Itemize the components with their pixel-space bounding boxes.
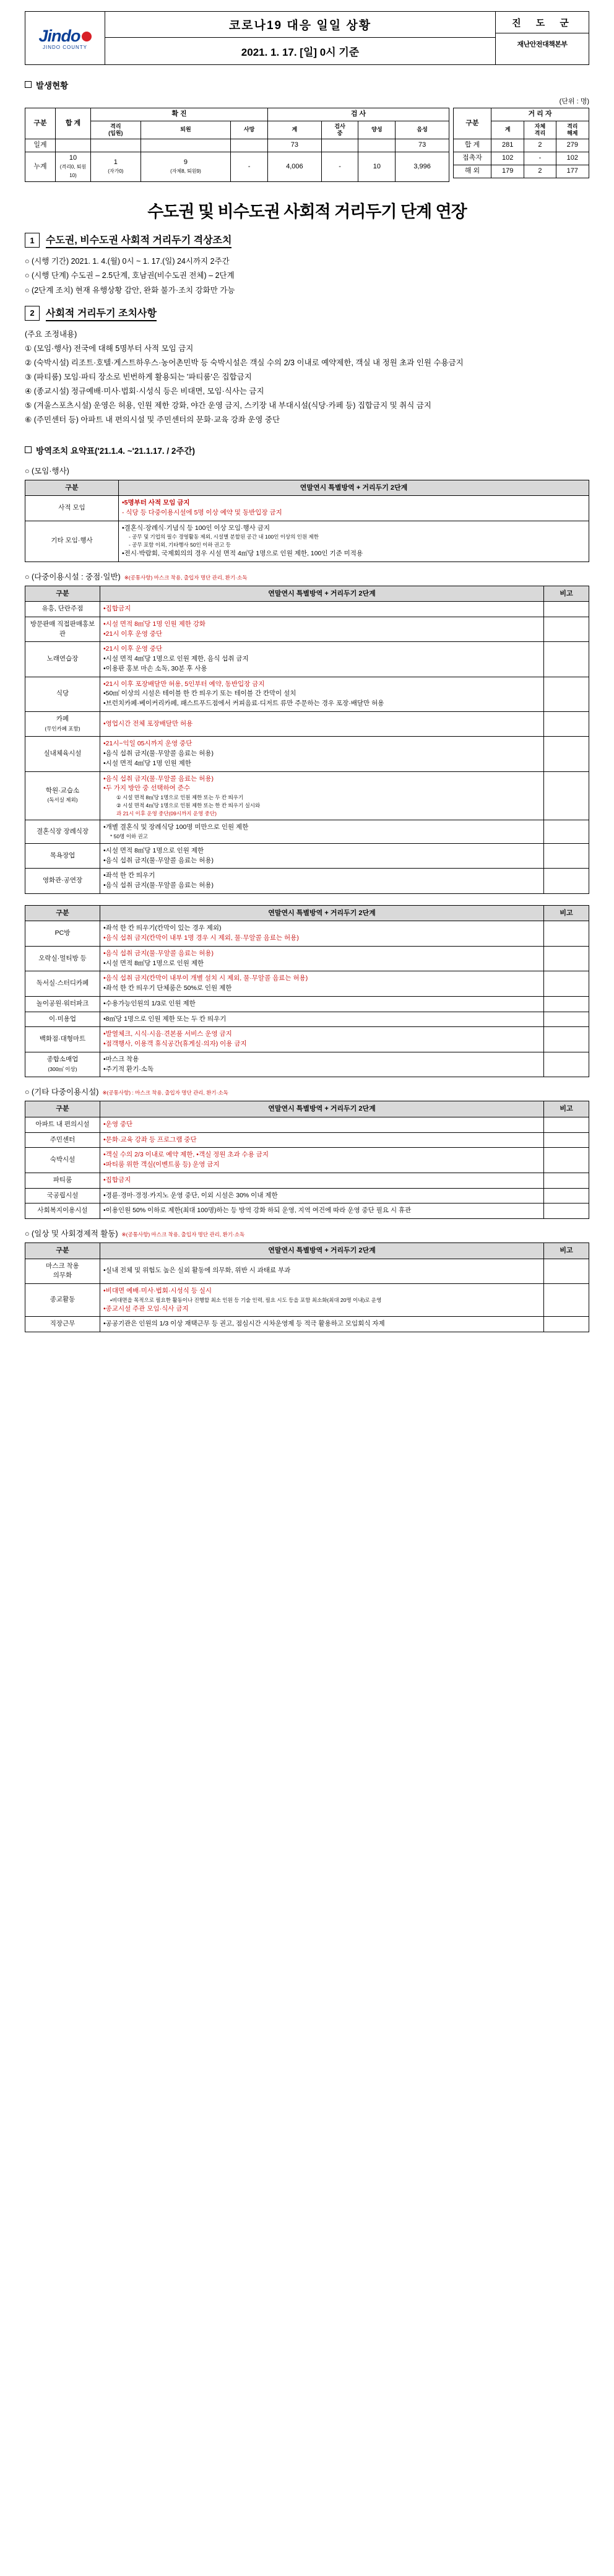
- th-total: 합 계: [56, 108, 91, 139]
- table-row: [25, 711, 589, 737]
- row-note: [544, 1317, 589, 1332]
- row-content: •비대면 예배·미사·법회·시성식 등 실시 •비대면을 목적으로 필요한 활동이나 진행할 최소 인원 등 기술 인력, 필요 시도 등을 포함 최소화(최대 20명 이내)로 운영 •종교시설 주관 모임·식사 금지: [100, 1284, 544, 1317]
- row-test-total: 73: [267, 139, 321, 152]
- row-testing: [321, 139, 358, 152]
- row-a: 281: [491, 139, 524, 152]
- section-2-heading: [25, 305, 589, 321]
- row-total: [56, 139, 91, 152]
- row-c: 279: [556, 139, 589, 152]
- th-gubun: 구분: [25, 1243, 100, 1259]
- row-content: •5명부터 사적 모임 금지 - 식당 등 다중이용시설에 5명 이상 예약 및 동반입장 금지: [119, 496, 589, 521]
- status-heading-label: 발생현황: [36, 81, 69, 90]
- row-content: •시설 면적 8㎡당 1명 인원 제한 강화 •21시 이후 운영 중단: [100, 617, 544, 642]
- list-item: ④ (종교시설) 정규예배·미사·법회·시성식 등은 비대면, 모임·식사는 금지: [25, 387, 264, 396]
- row-discharge: [141, 139, 231, 152]
- table-row: [25, 996, 589, 1012]
- row-content: •8㎡당 1명으로 인원 제한 또는 두 칸 띄우기: [100, 1012, 544, 1027]
- row-positive: 10: [358, 152, 396, 182]
- row-label: 접촉자: [454, 152, 491, 165]
- table-row: [25, 1173, 589, 1188]
- row-b: -: [524, 152, 556, 165]
- row-content: •음식 섭취 금지(칸막이 내부이 개별 설치 시 제외, 물·무알콜 음료는 허용) •좌석 한 칸 띄우기 단체룸은 50%로 인원 제한: [100, 971, 544, 997]
- table-row: [25, 1317, 589, 1332]
- th-test-total: 계: [267, 121, 321, 139]
- th-r-self-iso: 자체 격리: [524, 121, 556, 139]
- row-content: •21시~익일 05시까지 운영 중단 •음식 섭취 금지(물·무알콜 음료는 허용) •시설 면적 4㎡당 1명 인원 제한: [100, 737, 544, 771]
- th-r-total: 계: [491, 121, 524, 139]
- row-label: 실내체육시설: [25, 737, 100, 771]
- table-row: [25, 1148, 589, 1173]
- row-death: [231, 139, 268, 152]
- row-note: [544, 602, 589, 617]
- th-content: 연말연시 특별방역 + 거리두기 2단계: [119, 480, 589, 496]
- table-row: [25, 1259, 589, 1284]
- row-testing: -: [321, 152, 358, 182]
- row-note: [544, 1188, 589, 1203]
- row-note: [544, 921, 589, 947]
- row-label: 합 계: [454, 139, 491, 152]
- table-row: [25, 921, 589, 947]
- th-gubun: 구분: [25, 480, 119, 496]
- list-item: ⑤ (겨울스포츠시설) 운영은 허용, 인원 제한 강화, 야간 운영 금지, 스키장 내 부대시설(식당·카페 등) 집합금지 및 취식 금지: [25, 401, 431, 410]
- row-note: [544, 843, 589, 869]
- row-content: •음식 섭취 금지(물·무알콜 음료는 허용) •두 가지 방안 중 선택하여 준수 ① 시설 면적 8㎡당 1명으로 인원 제한 또는 두 칸 띄우기 ② 시설 면적 4㎡당 1명으로 인원 제한 또는 한 칸 띄우기 실시와 과 21시 이후 운영 중단(09시까지 운영 중단): [100, 771, 544, 820]
- row-label: 독서실·스터디카페: [25, 971, 100, 997]
- row-label: 유흥, 단란주점: [25, 602, 100, 617]
- row-a: 102: [491, 152, 524, 165]
- th-r-released: 격리 해제: [556, 121, 589, 139]
- row-a: 179: [491, 165, 524, 178]
- table-row: [25, 617, 589, 642]
- logo-subtext: JINDO COUNTY: [43, 44, 87, 50]
- row-label: 기타 모임·행사: [25, 521, 119, 562]
- row-content: •마스크 착용 •주기적 환기·소독: [100, 1052, 544, 1077]
- section-1-heading: [25, 232, 589, 248]
- row-note: [544, 617, 589, 642]
- status-tables: [25, 108, 589, 182]
- row-label: 아파트 내 편의시설: [25, 1117, 100, 1132]
- row-content: •21시 이후 포장배달만 허용, 5인부터 예약, 동반입장 금지 •50㎡ 이상의 시설은 테이블 한 칸 띄우기 또는 테이블 간 칸막이 설치 •브런치카페·베이커리카페, 패스트푸드점에서 커피음료·디저트 류만 주문하는 경우 포장·배달만 허용: [100, 677, 544, 711]
- row-content: •객실 수의 2/3 이내로 예약 제한, •객실 정원 초과 수용 금지 •파티룸 위한 객실(이벤트룸 등) 운영 금지: [100, 1148, 544, 1173]
- th-confirm: 확 진: [91, 108, 268, 121]
- row-label: 종합소매업 (300㎡ 이상): [25, 1052, 100, 1077]
- row-content: •수용가능인원의 1/3로 인원 제한: [100, 996, 544, 1012]
- row-content: •시설 면적 8㎡당 1명으로 인원 제한 •음식 섭취 금지(물·무알콜 음료는 허용): [100, 843, 544, 869]
- table-row: [25, 1052, 589, 1077]
- th-gubun: 구분: [25, 108, 56, 139]
- row-content: •결혼식·장례식·기념식 등 100인 이상 모임·행사 금지 - 공무 및 기업의 필수 경영활동 제외, 시설별 분할된 공간 내 100인 이상의 인원 제한 - 공무 포함 이외, 기타행사 50인 이하 권고 등 •전시·박람회, 국제회의의 경우 시설 면적 4㎡당 1명으로 인원 제한, 100인 기준 미적용: [119, 521, 589, 562]
- office-name: 진 도 군: [496, 12, 589, 33]
- status-table-left: [25, 108, 449, 182]
- table-row: [25, 152, 449, 182]
- row-note: [544, 820, 589, 844]
- table-row: [25, 1188, 589, 1203]
- row-label: 목욕장업: [25, 843, 100, 869]
- row-negative: 3,996: [396, 152, 449, 182]
- row-label: 국공립시설: [25, 1188, 100, 1203]
- row-label: 직장근무: [25, 1317, 100, 1332]
- section-number: 2: [25, 306, 40, 321]
- row-label: 누계: [25, 152, 56, 182]
- table-row: [25, 1012, 589, 1027]
- row-note: [544, 1148, 589, 1173]
- table-row: [25, 1117, 589, 1132]
- row-note: [544, 971, 589, 997]
- table-row: [25, 771, 589, 820]
- row-b: 2: [524, 139, 556, 152]
- row-label: 노래연습장: [25, 642, 100, 677]
- group2-table: [25, 586, 589, 894]
- table-row: [25, 843, 589, 869]
- document-header: [25, 11, 589, 65]
- row-label: 방문판매 직접판매홍보관: [25, 617, 100, 642]
- section-2-list: [25, 327, 589, 342]
- row-content: •음식 섭취 금지(물·무알콜 음료는 허용) •시설 면적 8㎡당 1명으로 인원 제한: [100, 946, 544, 971]
- th-note: 비고: [544, 1101, 589, 1117]
- row-note: [544, 1203, 589, 1219]
- row-note: [544, 1173, 589, 1188]
- row-note: [544, 1052, 589, 1077]
- list-item: ○ (시행 기간) 2021. 1. 4.(월) 0시 ~ 1. 17.(일) 24시까지 2주간: [25, 257, 230, 266]
- th-negative: 음성: [396, 121, 449, 139]
- th-gubun: 구분: [25, 905, 100, 921]
- page-title: 수도권 및 비수도권 사회적 거리두기 단계 연장: [147, 202, 467, 222]
- th-content: 연말연시 특별방역 + 거리두기 2단계: [100, 905, 544, 921]
- section-number: 1: [25, 233, 40, 248]
- row-label: 영화관·공연장: [25, 869, 100, 894]
- row-note: [544, 1284, 589, 1317]
- th-note: 비고: [544, 1243, 589, 1259]
- table-row: [25, 642, 589, 677]
- row-content: •21시 이후 운영 중단 •시설 면적 4㎡당 1명으로 인원 제한, 음식 섭취 금지 •이용판 홍보 마손 소독, 30분 후 사용: [100, 642, 544, 677]
- table-row: [25, 602, 589, 617]
- row-note: [544, 737, 589, 771]
- group2-note: ※(공통사항) 마스크 착용, 출입자 명단 관리, 환기·소독: [124, 574, 248, 581]
- list-item: ○ (시행 단계) 수도권 – 2.5단계, 호남권(비수도권 전체) – 2단계: [25, 271, 235, 280]
- th-death: 사망: [231, 121, 268, 139]
- th-content: 연말연시 특별방역 + 거리두기 2단계: [100, 1101, 544, 1117]
- th-gubun: 구분: [25, 1101, 100, 1117]
- group4-table: [25, 1101, 589, 1219]
- status-table-right: [453, 108, 589, 178]
- row-content: •좌석 한 칸 띄우기 •음식 섭취 금지(물·무알콜 음료는 허용): [100, 869, 544, 894]
- row-content: •공공기관은 인원의 1/3 이상 재택근무 등 권고, 점심시간 시차운영제 등 적극 활용하고 모임회식 자제: [100, 1317, 544, 1332]
- row-content: •운영 중단: [100, 1117, 544, 1132]
- row-content: •좌석 한 칸 띄우기(칸막이 있는 경우 제외) •음식 섭취 금지(칸막이 내부 1명 경우 시 제외, 물·무알콜 음료는 허용): [100, 921, 544, 947]
- row-note: [544, 1027, 589, 1052]
- row-content: •영업시간 전체 포장배달만 허용: [100, 711, 544, 737]
- logo-dot-icon: [82, 32, 92, 41]
- row-note: [544, 1117, 589, 1132]
- row-content: •개별 결혼식 및 장례식당 100명 미만으로 인원 제한 * 50명 이하 권고: [100, 820, 544, 844]
- row-iso: 1 (자가0): [91, 152, 141, 182]
- row-note: [544, 869, 589, 894]
- group1-table: [25, 480, 589, 562]
- list-lead: (주요 조정내용): [25, 329, 77, 339]
- row-label: 파티룸: [25, 1173, 100, 1188]
- row-label: 사적 모임: [25, 496, 119, 521]
- row-label: 일계: [25, 139, 56, 152]
- group2-label: ○ (다중이용시설 : 중점·일반) ※(공통사항) 마스크 착용, 출입자 명단 관리, 환기·소독: [25, 572, 248, 581]
- table-row: [25, 1027, 589, 1052]
- row-note: [544, 1132, 589, 1148]
- status-heading: [25, 79, 589, 91]
- section-title: 사회적 거리두기 조치사항: [46, 305, 157, 321]
- row-content: •집합금지: [100, 602, 544, 617]
- row-note: [544, 1012, 589, 1027]
- th-note: 비고: [544, 586, 589, 602]
- row-note: [544, 1259, 589, 1284]
- row-c: 177: [556, 165, 589, 178]
- list-item: ○ (2단계 조치) 현재 유행상황 감안, 완화 불가·조치 강화만 가능: [25, 285, 235, 295]
- th-gubun: 구분: [25, 586, 100, 602]
- group5-label: ○ (일상 및 사회경제적 활동) ※(공통사항) 마스크 착용, 출입자 명단 관리, 환기·소독: [25, 1229, 245, 1238]
- square-bullet-icon: [25, 81, 32, 88]
- list-item: ③ (파티룸) 모임·파티 장소로 빈번하게 활용되는 '파티룸'은 집합금지: [25, 373, 252, 381]
- row-label: 해 외: [454, 165, 491, 178]
- row-positive: [358, 139, 396, 152]
- row-content: •집합금지: [100, 1173, 544, 1188]
- row-negative: 73: [396, 139, 449, 152]
- list-item: ① (모임·행사) 전국에 대해 5명부터 사적 모임 금지: [25, 344, 194, 353]
- table-row: [25, 496, 589, 521]
- section-1-list: [25, 254, 589, 297]
- row-label: PC방: [25, 921, 100, 947]
- th-content: 연말연시 특별방역 + 거리두기 2단계: [100, 1243, 544, 1259]
- row-label: 종교활동: [25, 1284, 100, 1317]
- th-positive: 양성: [358, 121, 396, 139]
- row-label: 결혼식장 장례식장: [25, 820, 100, 844]
- th-distancing: 거 리 자: [491, 108, 589, 121]
- table-row: [25, 1203, 589, 1219]
- table-row: [25, 869, 589, 894]
- row-label: 식당: [25, 677, 100, 711]
- row-death: -: [231, 152, 268, 182]
- office-subname: 재난안전대책본부: [517, 41, 568, 48]
- row-note: [544, 711, 589, 737]
- row-c: 102: [556, 152, 589, 165]
- th-note: 비고: [544, 905, 589, 921]
- group4-note: ※(공통사항) : 마스크 착용, 출입자 명단 관리, 환기·소독: [102, 1090, 228, 1096]
- section-2-items: [25, 342, 589, 428]
- row-label: 사회복지이용시설: [25, 1203, 100, 1219]
- list-item: ⑥ (주민센터 등) 아파트 내 편의시설 및 주민센터의 문화·교육 강좌 운영 중단: [25, 415, 280, 425]
- row-discharge: 9 (자체8, 퇴원9): [141, 152, 231, 182]
- group5-table: [25, 1242, 589, 1332]
- row-note: [544, 996, 589, 1012]
- row-test-total: 4,006: [267, 152, 321, 182]
- table-row: [25, 1132, 589, 1148]
- table-row: [454, 152, 589, 165]
- table-row: [25, 971, 589, 997]
- group1-label: ○ (모임·행사): [25, 466, 69, 475]
- row-label: 놀이공원·워터파크: [25, 996, 100, 1012]
- th-discharge: 퇴원: [141, 121, 231, 139]
- group3-table: [25, 905, 589, 1078]
- row-label: 오락실·멀티방 등: [25, 946, 100, 971]
- row-label: 백화점·대형마트: [25, 1027, 100, 1052]
- row-label: 주민센터: [25, 1132, 100, 1148]
- row-label: 숙박시설: [25, 1148, 100, 1173]
- row-label: 카페 (무인카페 포함): [25, 711, 100, 737]
- table-row: [25, 677, 589, 711]
- table-row: [25, 139, 449, 152]
- table-row: [25, 1284, 589, 1317]
- th-testing: 검사 중: [321, 121, 358, 139]
- section-title: 수도권, 비수도권 사회적 거리두기 격상조치: [46, 232, 231, 248]
- row-content: •경륜·경마·경정·카지노 운영 중단, 이외 시설은 30% 이내 제한: [100, 1188, 544, 1203]
- group4-label: ○ (기타 다중이용시설) ※(공통사항) : 마스크 착용, 출입자 명단 관리, 환기·소독: [25, 1088, 228, 1097]
- row-note: [544, 946, 589, 971]
- row-b: 2: [524, 165, 556, 178]
- th-test: 검 사: [267, 108, 449, 121]
- group5-note: ※(공통사항) 마스크 착용, 출입자 명단 관리, 환기·소독: [121, 1231, 245, 1238]
- measures-heading-label: 방역조치 요약표('21.1.4. ~'21.1.17. / 2주간): [36, 446, 196, 456]
- list-item: ② (숙박시설) 리조트·호텔·게스트하우스·농어촌민박 등 숙박시설은 객실 수의 2/3 이내로 예약제한, 객실 내 정원 초과 인원 수용금지: [25, 358, 464, 367]
- row-iso: [91, 139, 141, 152]
- table-row: [25, 521, 589, 562]
- table-row: [25, 820, 589, 844]
- th-content: 연말연시 특별방역 + 거리두기 2단계: [100, 586, 544, 602]
- measures-heading: [25, 444, 589, 456]
- table-row: [25, 737, 589, 771]
- row-label: 마스크 착용 의무화: [25, 1259, 100, 1284]
- row-note: [544, 771, 589, 820]
- row-label: 이·미용업: [25, 1012, 100, 1027]
- th-iso: 격리 (입원): [91, 121, 141, 139]
- document-date: 2021. 1. 17. [일] 0시 기준: [241, 46, 360, 58]
- square-bullet-icon: [25, 446, 32, 453]
- row-content: •실내 전체 및 위험도 높은 실외 활동에 의무화, 위반 시 과태료 부과: [100, 1259, 544, 1284]
- row-content: •발열체크, 시식·시음·견본품 서비스 운영 금지 •점객행사, 이용객 휴식공간(휴게실·의자) 이용 금지: [100, 1027, 544, 1052]
- th-gubun-r: 구분: [454, 108, 491, 139]
- table-row: [454, 165, 589, 178]
- jindo-logo: [25, 12, 105, 64]
- row-content: •이용인원 50% 이하로 제한(최대 100명)하는 등 방역 강화 하되 운영, 지역 여건에 따라 운영 중단 필요 시 휴관: [100, 1203, 544, 1219]
- status-unit-note: (단위 : 명): [559, 98, 589, 105]
- document-title: 코로나19 대응 일일 상황: [105, 12, 495, 38]
- row-note: [544, 677, 589, 711]
- row-label: 학원·교습소 (독서실 제외): [25, 771, 100, 820]
- row-total: 10 (격리0, 퇴원10): [56, 152, 91, 182]
- table-row: [25, 946, 589, 971]
- logo-text: Jindo: [38, 26, 80, 45]
- row-note: [544, 642, 589, 677]
- table-row: [454, 139, 589, 152]
- row-content: •문화·교육 강좌 등 프로그램 중단: [100, 1132, 544, 1148]
